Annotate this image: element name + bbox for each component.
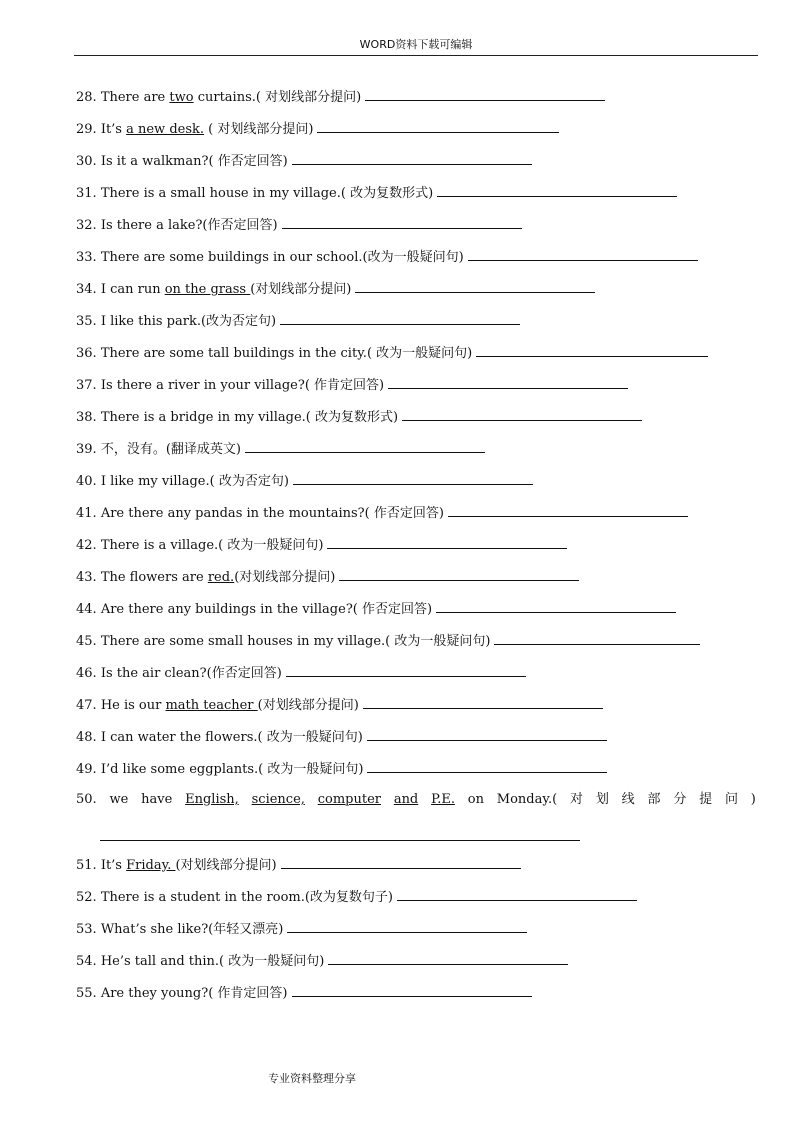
answer-blank[interactable] — [293, 471, 533, 485]
question-51 — [76, 855, 521, 875]
question-number: 32. — [76, 218, 101, 233]
answer-blank[interactable] — [468, 247, 698, 261]
question-text: Is it a walkman?( 作否定回答) — [100, 154, 288, 169]
question-number: 55. — [76, 986, 101, 1001]
question-text: ) — [750, 792, 756, 807]
question-number: 50. — [76, 792, 97, 807]
question-55 — [76, 983, 532, 1003]
question-number: 45. — [76, 634, 101, 649]
question-31 — [76, 183, 677, 203]
answer-blank[interactable] — [281, 855, 521, 869]
question-number: 52. — [76, 890, 101, 905]
question-text: 对 — [570, 792, 584, 807]
answer-blank[interactable] — [388, 375, 628, 389]
underlined-text: two — [169, 90, 194, 105]
question-text: I like my village.( 改为否定句) — [100, 474, 289, 489]
question-text: ( 对划线部分提问) — [204, 122, 314, 137]
question-text: 分 — [673, 792, 687, 807]
answer-blank[interactable] — [367, 759, 607, 773]
question-number: 40. — [76, 474, 101, 489]
answer-blank[interactable] — [282, 215, 522, 229]
answer-blank[interactable] — [448, 503, 688, 517]
answer-blank[interactable] — [292, 151, 532, 165]
question-text: (对划线部分提问) — [257, 698, 359, 713]
question-34 — [76, 279, 595, 299]
question-text: He is our — [100, 698, 166, 713]
question-number: 47. — [76, 698, 101, 713]
question-number: 53. — [76, 922, 101, 937]
question-text: 不，没有。(翻译成英文) — [100, 442, 241, 457]
page-header: WORD资料下载可编辑 — [74, 36, 758, 56]
answer-blank[interactable] — [280, 311, 520, 325]
question-text: Is there a lake?(作否定回答) — [100, 218, 278, 233]
question-47 — [76, 695, 603, 715]
question-number: 51. — [76, 858, 101, 873]
question-37 — [76, 375, 628, 395]
underlined-text: a new desk. — [126, 122, 205, 137]
answer-blank[interactable] — [363, 695, 603, 709]
question-number: 39. — [76, 442, 101, 457]
question-text: There is a village.( 改为一般疑问句) — [100, 538, 324, 553]
question-text: 线 — [621, 792, 635, 807]
question-29 — [76, 119, 559, 139]
question-text: There is a bridge in my village.( 改为复数形式) — [100, 410, 399, 425]
question-text: There is a small house in my village.( 改为复数形式) — [100, 186, 434, 201]
question-33 — [76, 247, 698, 267]
answer-blank[interactable] — [476, 343, 708, 357]
question-number: 43. — [76, 570, 101, 585]
answer-blank[interactable] — [494, 631, 700, 645]
question-44 — [76, 599, 676, 619]
question-text: Is the air clean?(作否定回答) — [100, 666, 282, 681]
question-text: There are some small houses in my village.( 改为一般疑问句) — [100, 634, 491, 649]
answer-blank[interactable] — [327, 535, 567, 549]
question-50 — [76, 791, 756, 809]
question-text: Monday.( — [496, 792, 558, 807]
answer-blank[interactable] — [365, 87, 605, 101]
underlined-text: Friday. — [126, 858, 176, 873]
question-text: Are there any buildings in the village?( 作否定回答) — [100, 602, 433, 617]
question-42 — [76, 535, 567, 555]
question-52 — [76, 887, 637, 907]
question-number: 42. — [76, 538, 101, 553]
answer-blank[interactable] — [339, 567, 579, 581]
question-number: 36. — [76, 346, 101, 361]
question-number: 33. — [76, 250, 101, 265]
answer-blank[interactable] — [436, 599, 676, 613]
answer-blank[interactable] — [292, 983, 532, 997]
answer-blank[interactable] — [355, 279, 595, 293]
question-text: Are there any pandas in the mountains?( 作否定回答) — [100, 506, 444, 521]
question-number: 30. — [76, 154, 101, 169]
question-text: 部 — [647, 792, 661, 807]
answer-blank[interactable] — [328, 951, 568, 965]
question-number: 35. — [76, 314, 101, 329]
underlined-text: computer — [317, 792, 381, 807]
question-number: 28. — [76, 90, 101, 105]
underlined-text: on the grass — [164, 282, 251, 297]
question-39 — [76, 439, 485, 459]
question-text: It’s — [100, 858, 127, 873]
question-text: I can run — [100, 282, 165, 297]
answer-blank[interactable] — [437, 183, 677, 197]
question-30 — [76, 151, 532, 171]
answer-blank[interactable] — [367, 727, 607, 741]
answer-blank[interactable] — [286, 663, 526, 677]
question-text: have — [141, 792, 173, 807]
question-text: (对划线部分提问) — [175, 858, 277, 873]
underlined-text: red. — [207, 570, 235, 585]
answer-blank[interactable] — [287, 919, 527, 933]
question-49 — [76, 759, 607, 779]
question-text: What’s she like?(年轻又漂亮) — [100, 922, 284, 937]
page-footer: 专业资料整理分享 — [268, 1072, 356, 1085]
question-text: I’d like some eggplants.( 改为一般疑问句) — [100, 762, 364, 777]
question-text: curtains.( 对划线部分提问) — [193, 90, 362, 105]
question-number: 38. — [76, 410, 101, 425]
question-text: I like this park.(改为否定句) — [100, 314, 277, 329]
underlined-text: science, — [251, 792, 305, 807]
question-text: 划 — [595, 792, 609, 807]
question-text: There are some buildings in our school.(改为一般疑问句) — [100, 250, 464, 265]
question-number: 46. — [76, 666, 101, 681]
question-28 — [76, 87, 605, 107]
underlined-text: and — [393, 792, 419, 807]
answer-blank[interactable] — [317, 119, 559, 133]
question-40 — [76, 471, 533, 491]
question-text: I can water the flowers.( 改为一般疑问句) — [100, 730, 363, 745]
question-number: 41. — [76, 506, 101, 521]
question-number: 31. — [76, 186, 101, 201]
underlined-text: English, — [185, 792, 239, 807]
question-number: 37. — [76, 378, 101, 393]
question-35 — [76, 311, 520, 331]
question-38 — [76, 407, 642, 427]
question-number: 29. — [76, 122, 101, 137]
underlined-text: P.E. — [431, 792, 455, 807]
question-text: The flowers are — [100, 570, 208, 585]
answer-blank[interactable] — [397, 887, 637, 901]
question-54 — [76, 951, 568, 971]
question-number: 49. — [76, 762, 101, 777]
question-text: on — [467, 792, 484, 807]
question-number: 54. — [76, 954, 101, 969]
question-number: 34. — [76, 282, 101, 297]
question-text: Are they young?( 作肯定回答) — [100, 986, 288, 1001]
question-text: It’s — [100, 122, 127, 137]
question-number: 44. — [76, 602, 101, 617]
question-text: 提 — [699, 792, 713, 807]
question-41 — [76, 503, 688, 523]
question-text: (对划线部分提问) — [234, 570, 336, 585]
question-43 — [76, 567, 579, 587]
question-text: There is a student in the room.(改为复数句子) — [100, 890, 394, 905]
answer-blank[interactable] — [245, 439, 485, 453]
answer-blank-50[interactable] — [100, 840, 580, 841]
question-text: There are some tall buildings in the city.( 改为一般疑问句) — [100, 346, 473, 361]
question-number: 48. — [76, 730, 101, 745]
question-53 — [76, 919, 527, 939]
question-text: (对划线部分提问) — [250, 282, 352, 297]
question-36 — [76, 343, 708, 363]
question-text: 问 — [724, 792, 738, 807]
question-text: He’s tall and thin.( 改为一般疑问句) — [100, 954, 325, 969]
question-text: we — [109, 792, 129, 807]
underlined-text: math teacher — [165, 698, 258, 713]
question-48 — [76, 727, 607, 747]
question-45 — [76, 631, 700, 651]
question-text: There are — [100, 90, 170, 105]
question-32 — [76, 215, 522, 235]
question-46 — [76, 663, 526, 683]
question-text: Is there a river in your village?( 作肯定回答) — [100, 378, 385, 393]
answer-blank[interactable] — [402, 407, 642, 421]
